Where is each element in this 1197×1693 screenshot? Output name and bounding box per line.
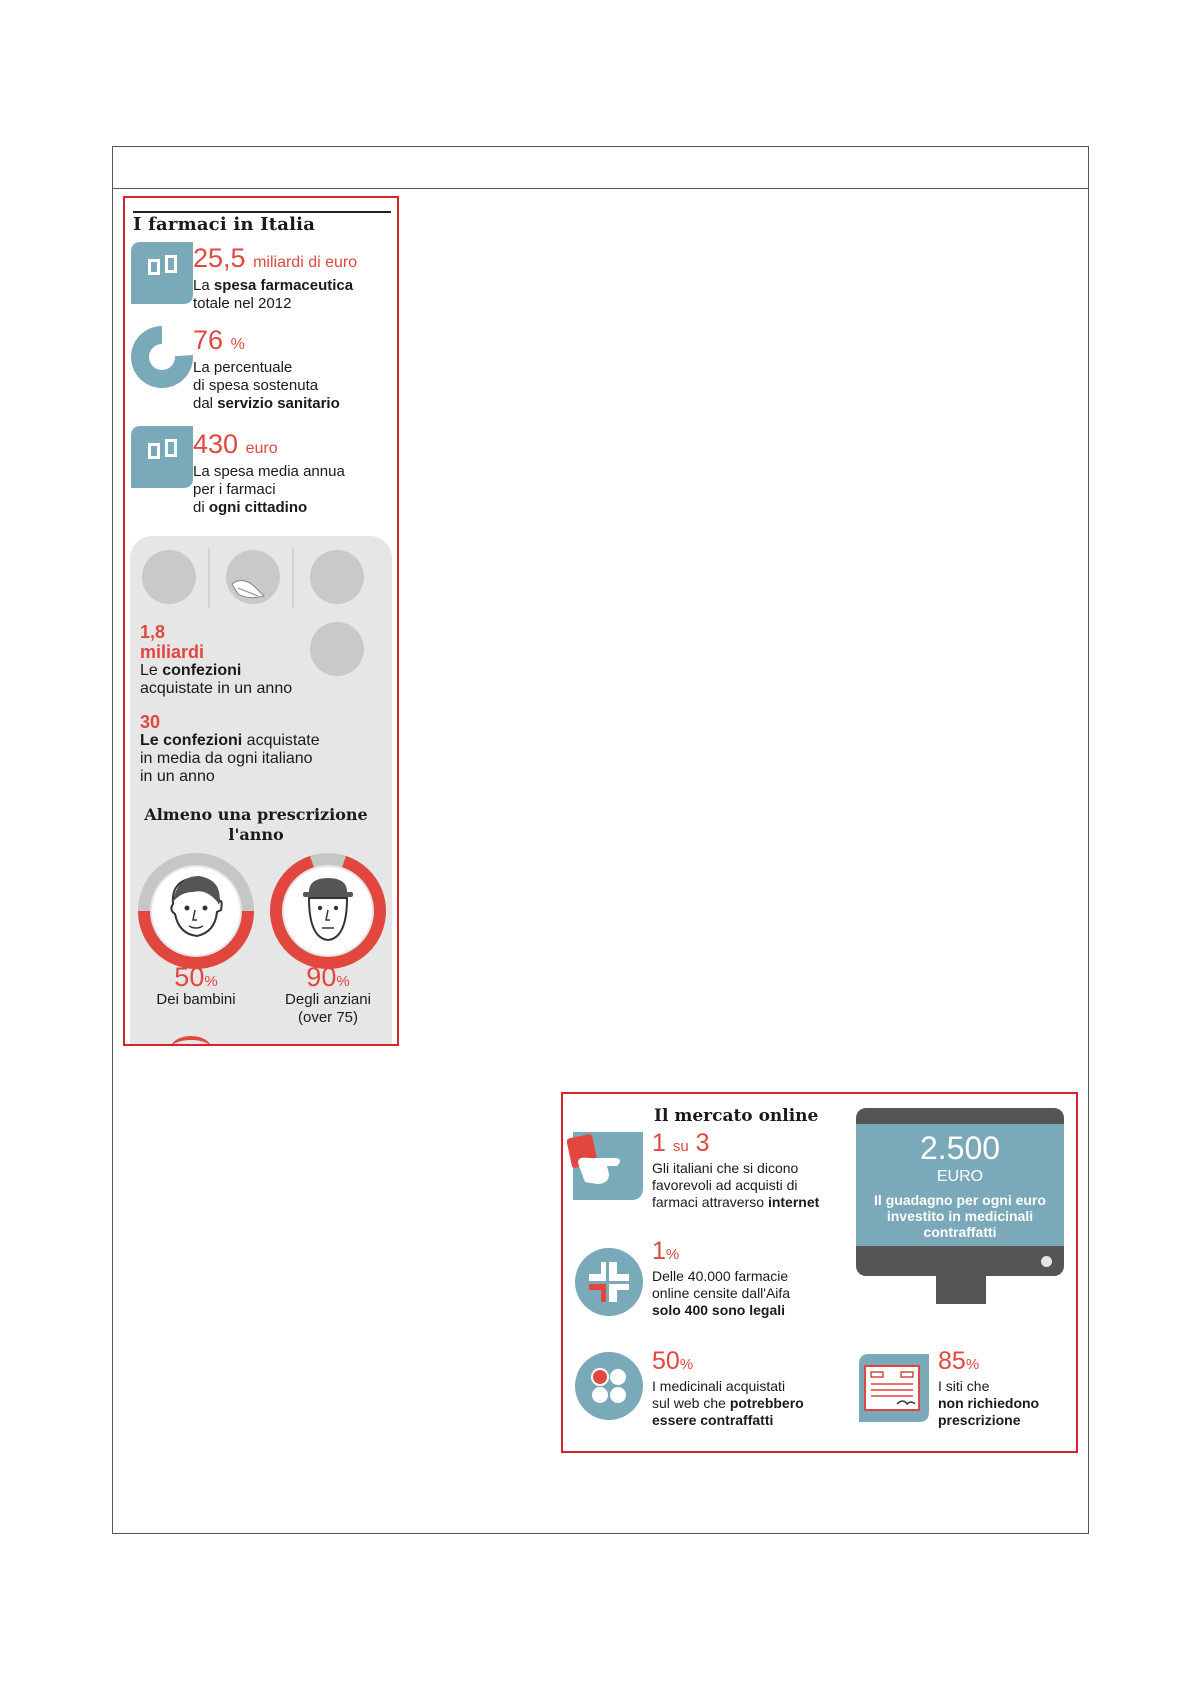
hand-card-icon — [567, 1132, 643, 1200]
stat-value: 90 — [306, 962, 337, 992]
stat-unit: % — [965, 1356, 980, 1373]
monitor-stand — [936, 1276, 986, 1304]
stat-text-bold: servizio sanitario — [217, 395, 340, 412]
stat-text-bold: spesa farmaceutica — [213, 277, 354, 294]
stat-text: La percentuale — [193, 359, 293, 376]
stat-text: acquistate — [242, 732, 320, 749]
percentage-donut-icon — [131, 326, 193, 388]
stat-text: in media da ogni italiano — [140, 750, 313, 767]
stat-text: (over 75) — [297, 1009, 359, 1026]
stat-value: 50 — [652, 1347, 680, 1375]
stat-text: dal — [193, 395, 218, 412]
stat-unit: euro — [245, 440, 278, 457]
stat-text: di — [193, 499, 209, 516]
stat-value: 2.500 — [919, 1130, 1001, 1166]
pills-blister-icon — [575, 1352, 643, 1420]
heading-line: Almeno una prescrizione — [144, 805, 368, 824]
stat-unit: % — [204, 973, 218, 990]
pharmacy-cross-icon — [575, 1248, 643, 1316]
stat-text: favorevoli ad acquisti di — [652, 1177, 798, 1193]
stat-text: farmaci attraverso — [652, 1194, 768, 1210]
stat-text: sul web che — [652, 1395, 730, 1411]
stat-share — [193, 326, 393, 413]
stat-value: 50 — [174, 962, 205, 992]
stat-value: 30 — [140, 712, 161, 732]
stat-text-bold: ogni cittadino — [208, 499, 308, 516]
stat-per-capita — [193, 430, 393, 517]
stat-value: 25,5 — [193, 243, 246, 273]
stat-unit: % — [336, 973, 350, 990]
stat-unit: % — [230, 336, 245, 353]
online-market-panel — [561, 1092, 1078, 1453]
power-button-icon — [1041, 1256, 1052, 1267]
elderly-stat — [269, 962, 387, 1027]
stat-text: in un anno — [140, 768, 215, 785]
stat-packs — [140, 622, 380, 698]
stat-value: 430 — [193, 429, 239, 459]
children-ring-chart — [137, 852, 255, 970]
monitor-screen — [856, 1124, 1064, 1246]
stat-value: 85 — [938, 1347, 966, 1375]
stat-unit: miliardi — [140, 642, 205, 662]
stat-text: I medicinali acquistati — [652, 1378, 786, 1394]
stat-unit: su — [672, 1138, 689, 1155]
elderly-ring-chart — [269, 852, 387, 970]
stat-text: Le — [140, 662, 163, 679]
stat-text: di spesa sostenuta — [193, 377, 319, 394]
stat-text-bold: potrebbero — [729, 1395, 804, 1411]
stat-legal-pharmacies — [652, 1238, 852, 1319]
stat-value: 3 — [695, 1129, 710, 1157]
header-divider — [112, 188, 1089, 189]
stat-text: Dei bambini — [156, 991, 236, 1008]
stat-value: 1 — [652, 1129, 666, 1157]
panel-title: Il mercato online — [654, 1106, 819, 1126]
pills-box-icon — [131, 426, 193, 488]
stat-value: 1 — [652, 1237, 666, 1265]
pill-icon — [142, 550, 196, 604]
prescription-form-icon — [859, 1354, 929, 1422]
pill-icon — [310, 550, 364, 604]
stat-unit: EURO — [936, 1168, 984, 1185]
divider — [292, 548, 294, 608]
stat-unit: % — [679, 1356, 694, 1373]
stat-text: La — [193, 277, 214, 294]
stat-value: 1,8 — [140, 622, 166, 642]
monitor-graphic — [856, 1108, 1064, 1276]
stat-text: Gli italiani che si dicono — [652, 1160, 799, 1176]
stat-spending — [193, 244, 393, 313]
stat-text: totale nel 2012 — [193, 295, 292, 312]
children-stat — [137, 962, 255, 1009]
stat-text-bold: non richiedono — [938, 1395, 1040, 1411]
stat-text: La spesa media annua — [193, 463, 345, 480]
stat-text: acquistate in un anno — [140, 680, 293, 697]
broken-pill-icon — [228, 566, 272, 602]
stat-avg-packs — [140, 712, 380, 786]
stat-text: I siti che — [938, 1378, 990, 1394]
stat-text: per i farmaci — [193, 481, 276, 498]
pills-box-icon — [131, 242, 193, 304]
stat-unit: miliardi di euro — [253, 254, 358, 271]
stat-unit: % — [665, 1246, 680, 1263]
panel-title: I farmaci in Italia — [133, 214, 316, 235]
prescription-heading — [125, 805, 387, 845]
stat-text: Degli anziani — [285, 991, 371, 1008]
stat-text-bold: Le confezioni — [140, 732, 243, 749]
stat-text-bold: Il guadagno per ogni euro investito in medicinali contraffatti — [874, 1192, 1046, 1240]
stat-value: 76 — [193, 325, 224, 355]
stat-text-bold: solo 400 sono legali — [652, 1302, 786, 1318]
title-rule — [133, 211, 391, 213]
italy-drugs-panel — [123, 196, 399, 1046]
stat-text-bold: essere contraffatti — [652, 1412, 774, 1428]
stat-text: online censite dall'Aifa — [652, 1285, 791, 1301]
divider — [208, 548, 210, 608]
stat-text: Delle 40.000 farmacie — [652, 1268, 789, 1284]
stat-text-bold: confezioni — [162, 662, 242, 679]
stat-text-bold: internet — [767, 1194, 820, 1210]
heading-line: l'anno — [228, 825, 284, 844]
stat-text-bold: prescrizione — [938, 1412, 1021, 1428]
stat-favorable — [652, 1130, 852, 1211]
stat-counterfeit — [652, 1348, 852, 1429]
stat-no-prescription — [938, 1348, 1068, 1429]
